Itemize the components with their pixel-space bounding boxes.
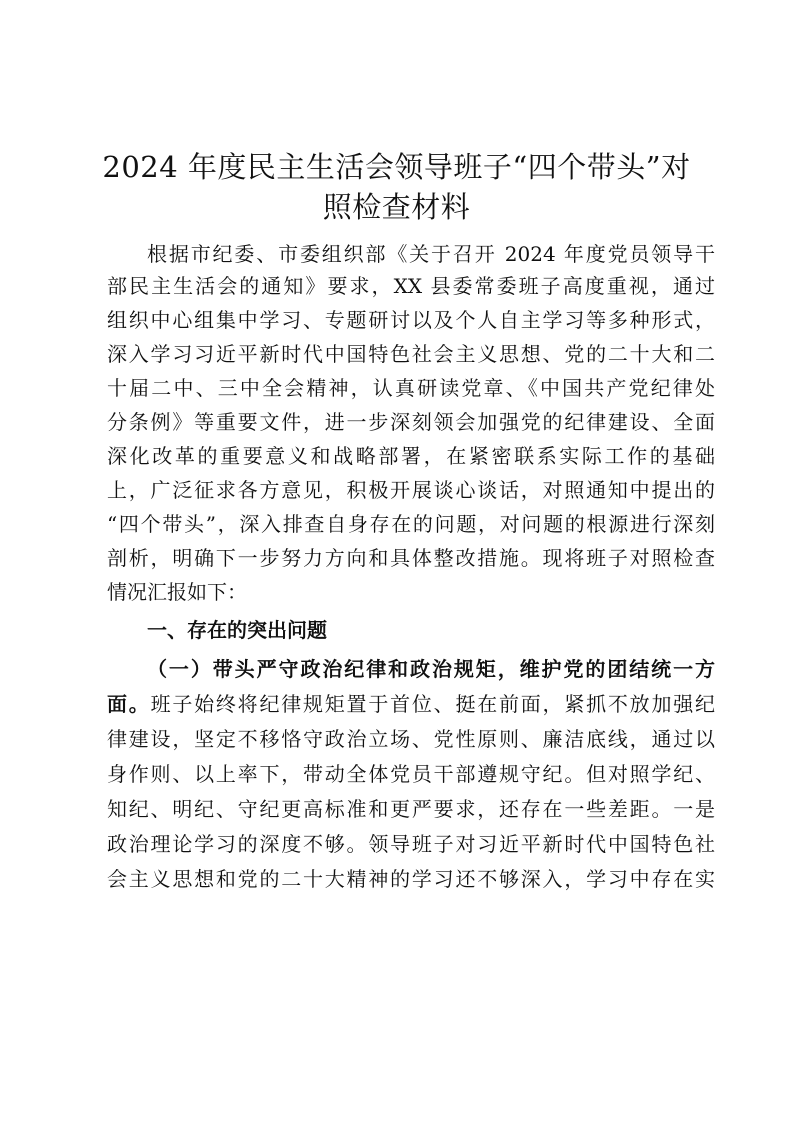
subsection-line-1: [107, 686, 715, 722]
subsection-line-text: 班子始终将纪律规矩置于首位、挺在前面，紧抓不放加强纪: [150, 692, 716, 716]
intro-line: 上，广泛征求各方意见，积极开展谈心谈话，对照通知中提出的: [107, 478, 715, 502]
section-heading: 一、存在的突出问题: [147, 618, 327, 642]
document-title: [100, 147, 693, 227]
intro-line: 情况汇报如下：: [107, 580, 247, 604]
subsection-heading-end: 面。: [107, 692, 151, 716]
body-line: 身作则、以上率下，带动全体党员干部遵规守纪。但对照学纪、: [107, 762, 715, 786]
body-line: 政治理论学习的深度不够。领导班子对习近平新时代中国特色社: [107, 832, 715, 856]
intro-line: 组织中心组集中学习、专题研讨以及个人自主学习等多种形式，: [107, 308, 715, 332]
body-line: 会主义思想和党的二十大精神的学习还不够深入，学习中存在实: [107, 867, 715, 891]
body-line: 律建设，坚定不移恪守政治立场、党性原则、廉洁底线，通过以: [107, 727, 715, 751]
body-line: 知纪、明纪、守纪更高标准和更严要求，还存在一些差距。一是: [107, 797, 715, 821]
intro-line: 十届二中、三中全会精神，认真研读党章、《中国共产党纪律处: [107, 376, 715, 400]
intro-line: 剖析，明确下一步努力方向和具体整改措施。现将班子对照检查: [107, 546, 715, 570]
intro-line: 分条例》等重要文件，进一步深刻领会加强党的纪律建设、全面: [107, 410, 715, 434]
intro-line: 部民主生活会的通知》要求，XX 县委常委班子高度重视，通过: [107, 274, 715, 298]
title-line-2: 照检查材料: [322, 190, 471, 224]
title-line-1: 2024 年度民主生活会领导班子“四个带头”对: [102, 150, 691, 184]
intro-line: 深化改革的重要意义和战略部署，在紧密联系实际工作的基础: [107, 444, 715, 468]
subsection-heading: （一）带头严守政治纪律和政治规矩，维护党的团结统一方: [147, 657, 715, 681]
intro-line: “四个带头”，深入排查自身存在的问题，对问题的根源进行深刻: [107, 512, 715, 536]
intro-line: 深入学习习近平新时代中国特色社会主义思想、党的二十大和二: [107, 342, 715, 366]
intro-line: 根据市纪委、市委组织部《关于召开 2024 年度党员领导干: [147, 242, 715, 266]
